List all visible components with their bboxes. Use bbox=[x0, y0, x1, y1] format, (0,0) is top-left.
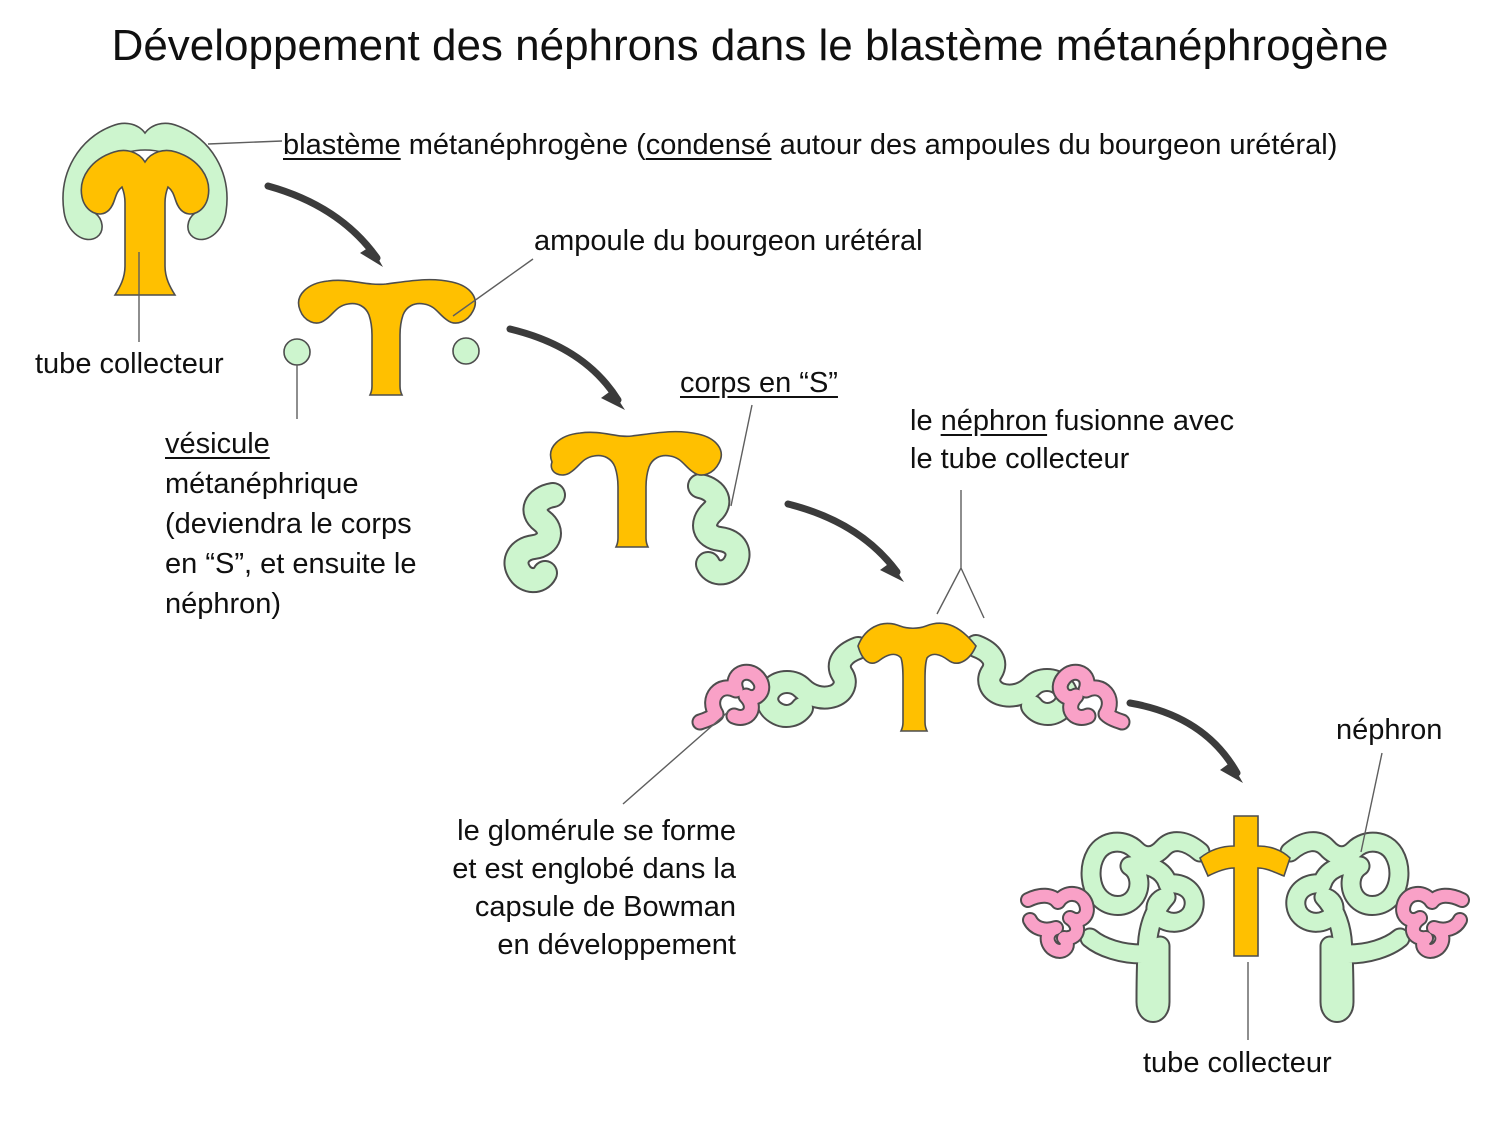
glomerulus-right bbox=[1060, 672, 1122, 722]
nephron-tubule-right bbox=[1290, 842, 1400, 1013]
ampoule-label: ampoule du bourgeon urétéral bbox=[534, 225, 923, 257]
metanephric-vesicle-right bbox=[453, 338, 479, 364]
nephron-fusionne-label: le néphron fusionne avec le tube collecteur bbox=[910, 405, 1235, 475]
stage3-corps-en-s-diagram bbox=[516, 405, 752, 580]
arrow-stage3-to-stage4 bbox=[788, 504, 904, 582]
diagram-title: Développement des néphrons dans le blastème métanéphrogène bbox=[111, 21, 1389, 70]
arrow-stage2-to-stage3 bbox=[510, 329, 625, 410]
stage2-vesicule-diagram bbox=[284, 259, 533, 419]
metanephric-vesicle-left bbox=[284, 339, 310, 365]
arrow-stage4-to-stage5 bbox=[1130, 703, 1243, 783]
stage1-blasteme-diagram bbox=[63, 123, 282, 342]
glomerulus-left bbox=[700, 672, 762, 722]
ureteric-bud-ampulla-shape bbox=[299, 280, 476, 395]
corps-en-s-label: corps en “S” bbox=[680, 367, 838, 399]
fusion-fork-line bbox=[937, 490, 984, 618]
vesicule-label: vésicule métanéphrique (deviendra le corps en “S”, et ensuite le néphron) bbox=[165, 428, 417, 620]
corps-pointer-line bbox=[731, 405, 752, 506]
glomerule-label: le glomérule se forme et est englobé dans la capsule de Bowman en développement bbox=[452, 815, 736, 961]
stage5-nephron-diagram bbox=[1028, 753, 1462, 1040]
blasteme-pointer-line bbox=[208, 141, 282, 144]
collecting-duct-t-shape-4 bbox=[858, 623, 976, 731]
arrow-stage1-to-stage2 bbox=[268, 186, 383, 267]
blasteme-label: blastème métanéphrogène (condensé autour des ampoules du bourgeon urétéral) bbox=[283, 129, 1338, 161]
glomerule-pointer-line bbox=[623, 711, 729, 804]
collecting-duct-cross-shape bbox=[1200, 816, 1290, 956]
tube-collecteur-label-2: tube collecteur bbox=[1143, 1047, 1332, 1079]
nephron-tubule-left bbox=[1090, 842, 1200, 1013]
tube-collecteur-label-1: tube collecteur bbox=[35, 348, 224, 380]
nephron-label: néphron bbox=[1336, 714, 1443, 746]
